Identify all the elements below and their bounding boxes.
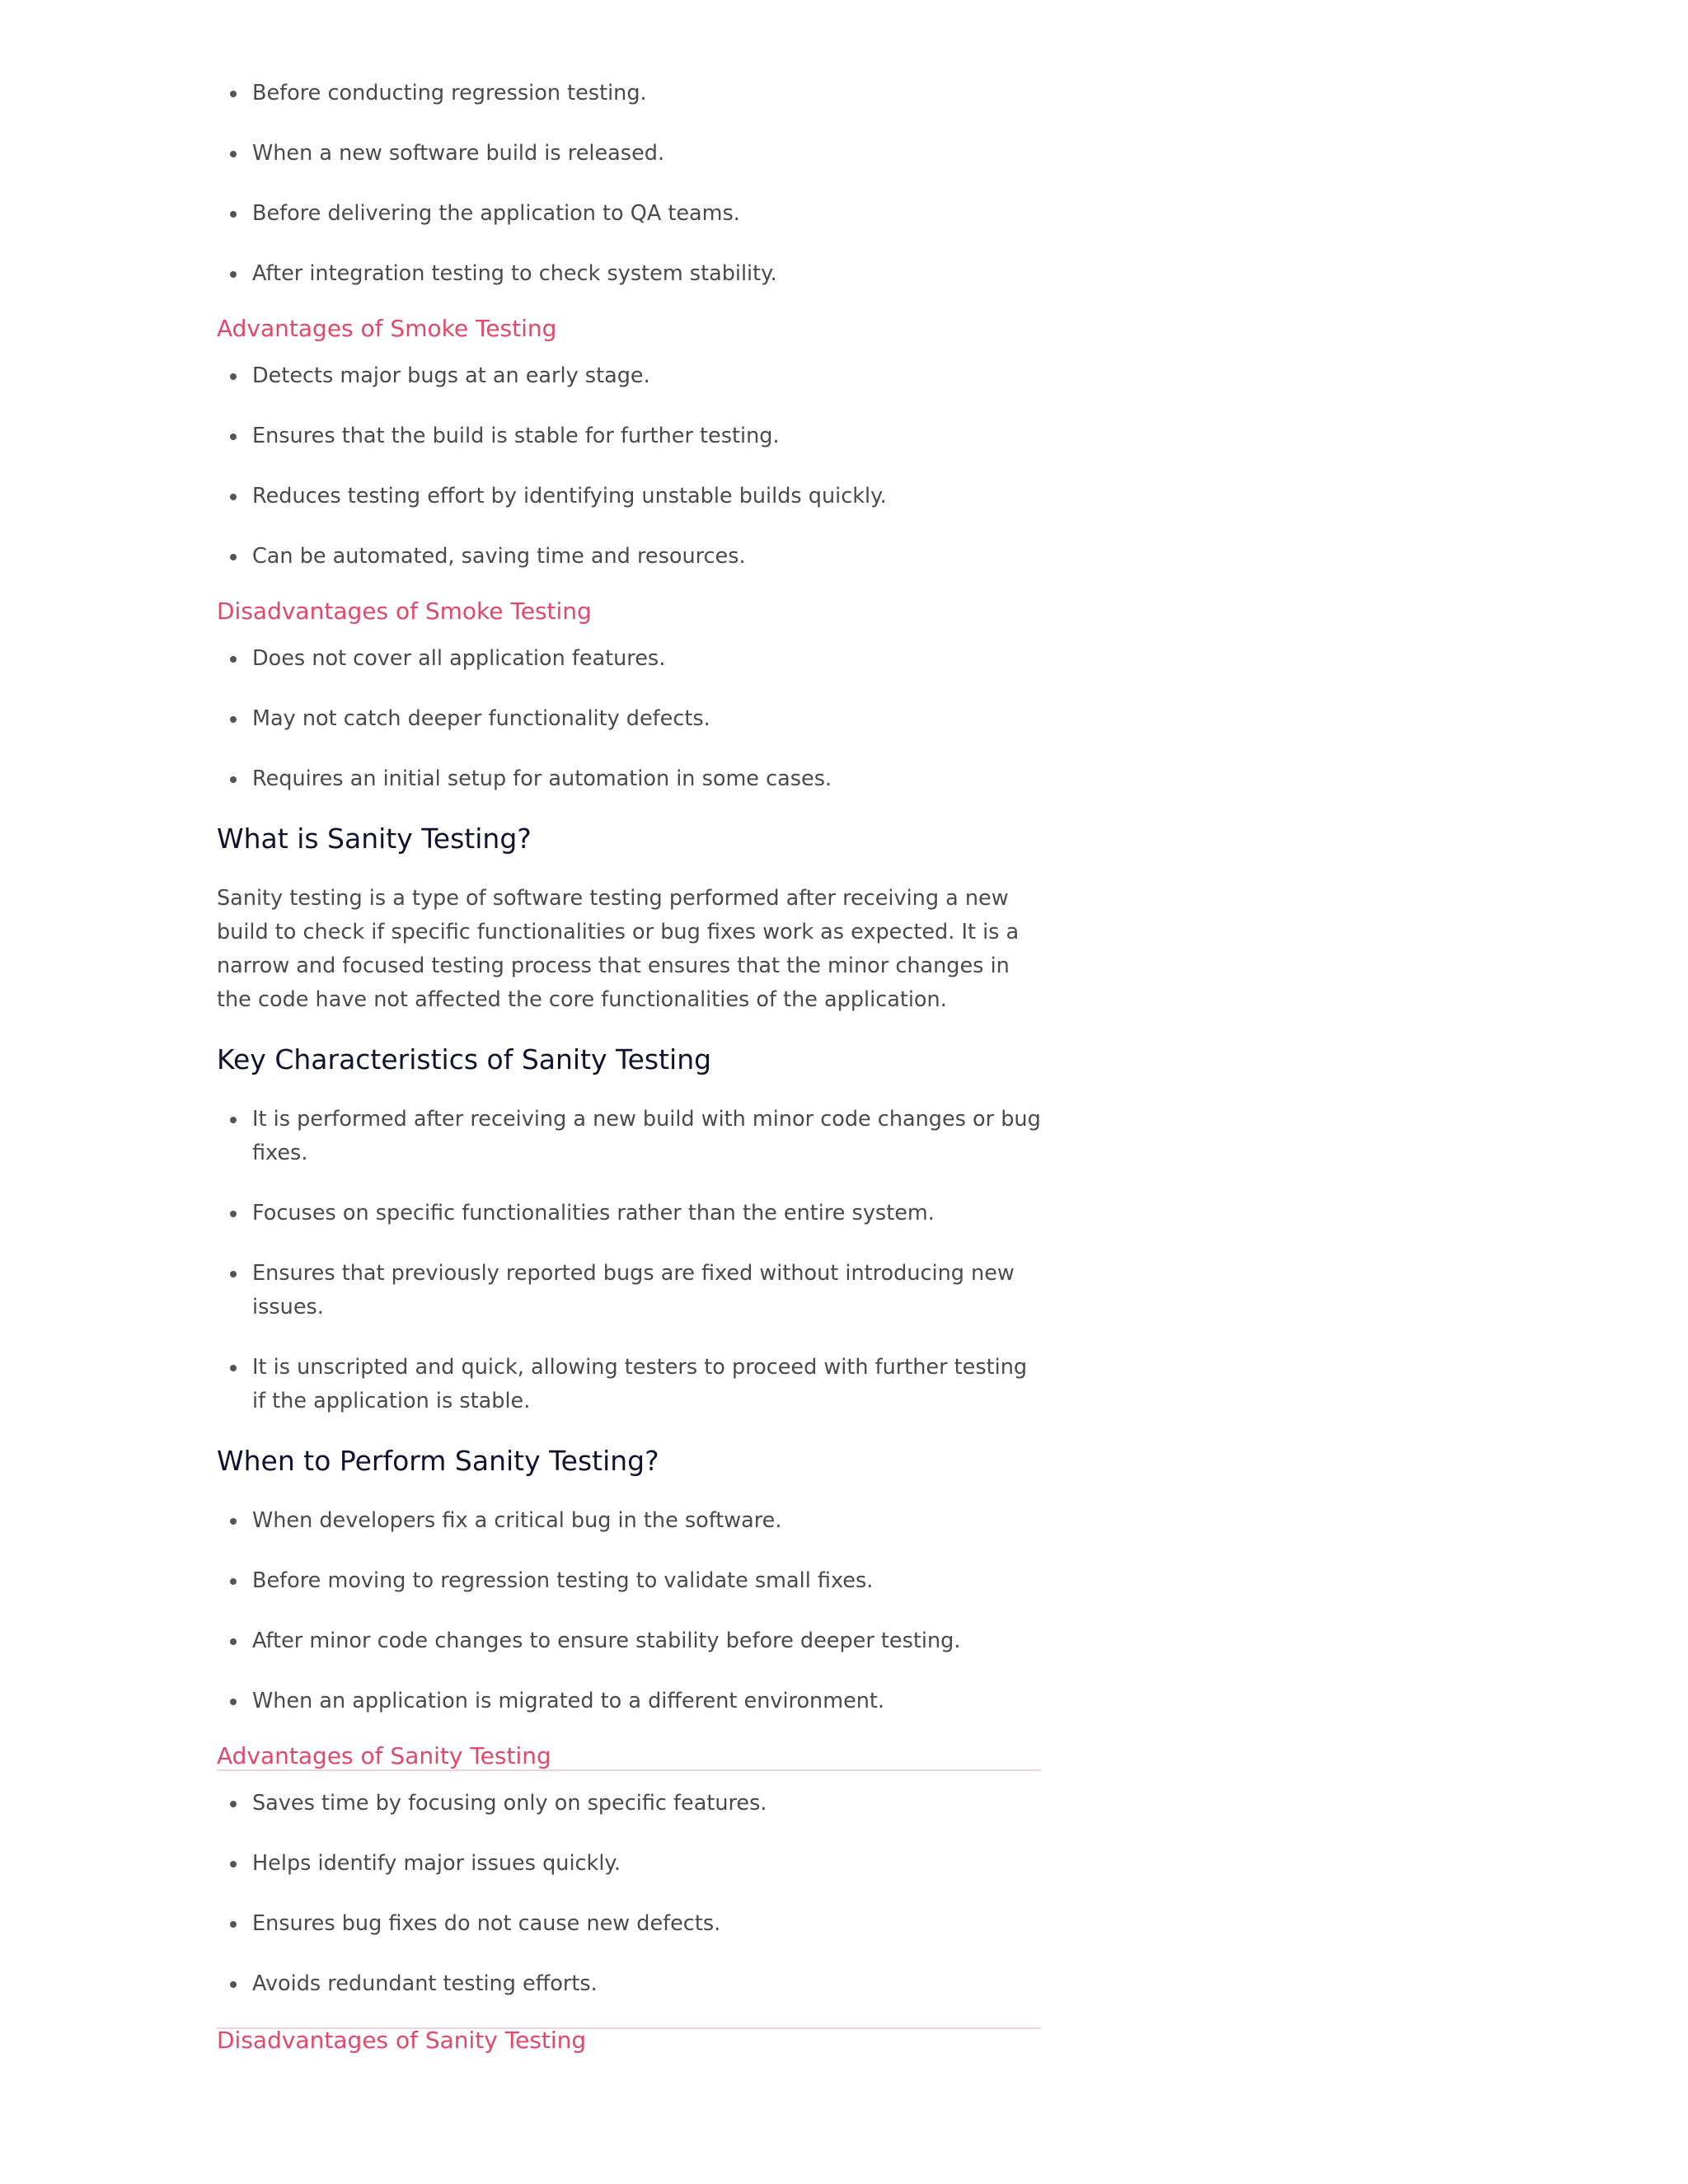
article-content	[217, 0, 1041, 2057]
when-sanity-heading: When to Perform Sanity Testing?	[217, 1445, 659, 1477]
disadvantages-smoke-heading: Disadvantages of Smoke Testing	[217, 598, 592, 625]
list-item: Saves time by focusing only on specific features.	[217, 1787, 1041, 1821]
list-item: Does not cover all application features.	[217, 642, 1041, 676]
list-item: Reduces testing effort by identifying unstable builds quickly.	[217, 480, 1041, 513]
list-item: Ensures that the build is stable for further testing.	[217, 419, 1041, 453]
list-item: Focuses on specific functionalities rather than the entire system.	[217, 1197, 1041, 1230]
list-item: Ensures that previously reported bugs are fixed without introducing new issues.	[217, 1257, 1041, 1324]
disadvantages-sanity-heading: Disadvantages of Sanity Testing	[217, 2027, 587, 2054]
list-item: It is unscripted and quick, allowing testers to proceed with further testing if the application is stable.	[217, 1351, 1041, 1418]
list-item: It is performed after receiving a new build with minor code changes or bug fixes.	[217, 1103, 1041, 1170]
key-characteristics-heading: Key Characteristics of Sanity Testing	[217, 1043, 712, 1076]
list-item: When developers fix a critical bug in the software.	[217, 1504, 1041, 1538]
disadvantages-smoke-list	[217, 642, 1041, 796]
what-sanity-heading: What is Sanity Testing?	[217, 823, 532, 855]
advantages-smoke-heading: Advantages of Smoke Testing	[217, 315, 557, 342]
advantages-sanity-list	[217, 1787, 1041, 2001]
list-item: Before delivering the application to QA teams.	[217, 197, 1041, 231]
list-item: After integration testing to check system stability.	[217, 257, 1041, 291]
list-item: Requires an initial setup for automation in some cases.	[217, 762, 1041, 796]
list-item: Detects major bugs at an early stage.	[217, 359, 1041, 393]
advantages-smoke-list	[217, 359, 1041, 574]
what-sanity-paragraph: Sanity testing is a type of software testing performed after receiving a new build to check if specific functionalities or bug fixes work as expected. It is a narrow and focused testing process that ensures that the minor changes in the code have not affected the core functionalities of the application.	[217, 886, 1020, 1012]
when-smoke-list	[217, 77, 1041, 291]
when-sanity-list	[217, 1504, 1041, 1718]
list-item: Ensures bug fixes do not cause new defects.	[217, 1907, 1041, 1941]
list-item: When an application is migrated to a different environment.	[217, 1685, 1041, 1718]
advantages-sanity-heading: Advantages of Sanity Testing	[217, 1742, 551, 1769]
list-item: Helps identify major issues quickly.	[217, 1847, 1041, 1881]
list-item: Before conducting regression testing.	[217, 77, 1041, 110]
list-item: Avoids redundant testing efforts.	[217, 1967, 1041, 2001]
key-characteristics-list	[217, 1103, 1041, 1418]
list-item: After minor code changes to ensure stability before deeper testing.	[217, 1624, 1041, 1658]
list-item: When a new software build is released.	[217, 137, 1041, 171]
list-item: Can be automated, saving time and resources.	[217, 540, 1041, 574]
list-item: Before moving to regression testing to validate small fixes.	[217, 1564, 1041, 1598]
list-item: May not catch deeper functionality defects.	[217, 702, 1041, 736]
